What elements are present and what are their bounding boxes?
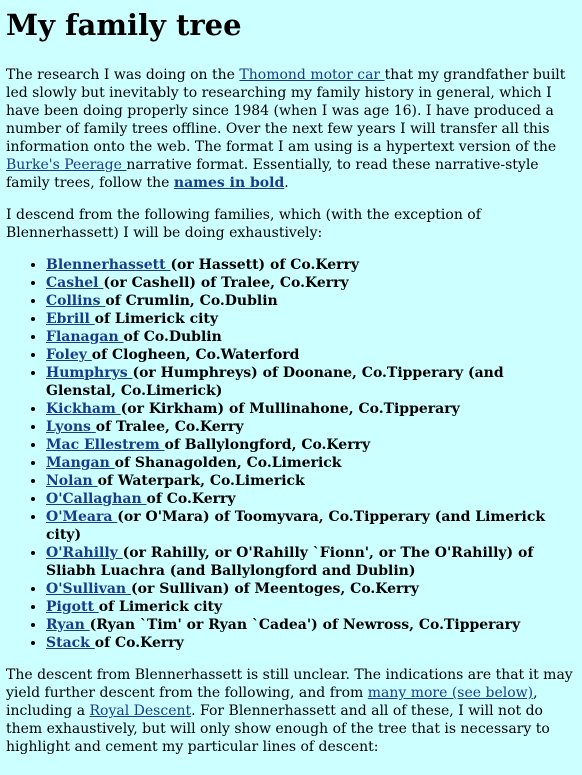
family-link-foley[interactable]: Foley [46,346,92,363]
list-item [46,580,576,598]
list-item [46,454,576,472]
family-link-ebrill[interactable]: Ebrill [46,310,95,327]
list-item [46,508,576,544]
list-item [46,292,576,310]
descent-text-3: . For Blennerhassett and all of these, I will not do them exhaustively, but will only show enough of the tree that is necessary to highlight and cement my particular lines of descent: [6,702,550,755]
family-desc: of Co.Dublin [123,328,222,345]
list-item [46,472,576,490]
family-desc: of Co.Kerry [146,490,236,507]
list-item [46,436,576,454]
intro-paragraph [6,66,576,192]
descent-paragraph [6,666,576,756]
burkes-peerage-link[interactable]: Burke's Peerage [6,156,127,173]
family-desc: of Crumlin, Co.Dublin [105,292,278,309]
family-desc: (or Rahilly, or O'Rahilly `Fionn', or The O'Rahilly) of Sliabh Luachra (and Ballylongford and Dublin) [46,544,534,579]
list-item [46,418,576,436]
list-item [46,490,576,508]
list-item [46,364,576,400]
thomond-motor-car-link[interactable]: Thomond motor car [239,66,385,83]
family-link-nolan[interactable]: Nolan [46,472,98,489]
family-desc: (or Hassett) of Co.Kerry [170,256,360,273]
list-item [46,328,576,346]
list-item [46,256,576,274]
intro-text-4: . [284,174,289,191]
family-desc: of Ballylongford, Co.Kerry [164,436,371,453]
family-desc: of Limerick city [94,310,219,327]
family-link-ryan[interactable]: Ryan [46,616,90,633]
family-desc: of Shanagolden, Co.Limerick [114,454,342,471]
list-item [46,598,576,616]
family-link-kickham[interactable]: Kickham [46,400,121,417]
family-desc: of Tralee, Co.Kerry [95,418,244,435]
families-intro: I descend from the following families, which (with the exception of Blennerhassett) I will be doing exhaustively: [6,206,481,241]
family-desc: (or O'Mara) of Toomyvara, Co.Tipperary (and Limerick city) [46,508,546,543]
list-item [46,310,576,328]
family-desc: (or Humphreys) of Doonane, Co.Tipperary (and Glenstal, Co.Limerick) [46,364,504,399]
family-link-osullivan[interactable]: O'Sullivan [46,580,131,597]
family-link-humphrys[interactable]: Humphrys [46,364,133,381]
family-desc: (Ryan `Tim' or Ryan `Cadea') of Newross, Co.Tipperary [89,616,521,633]
family-link-blennerhassett[interactable]: Blennerhassett [46,256,171,273]
family-link-pigott[interactable]: Pigott [46,598,99,615]
royal-descent-link[interactable]: Royal Descent [89,702,192,719]
family-link-stack[interactable]: Stack [46,634,95,651]
list-item [46,544,576,580]
family-desc: (or Cashell) of Tralee, Co.Kerry [103,274,349,291]
intro-text-2: that my grandfather built led slowly but inevitably to researching my family history in general, which I have been doing properly since 1984 (when I was age 16). I have produced a number of family trees offline. Over the next few years I will transfer all this information onto the web. The format I am using is a hypertext version of the [6,66,566,155]
family-link-flanagan[interactable]: Flanagan [46,328,124,345]
list-item [46,400,576,418]
descent-text-2: , including a [6,684,538,719]
family-list [6,256,576,652]
family-desc: (or Kirkham) of Mullinahone, Co.Tipperary [120,400,460,417]
list-item [46,346,576,364]
many-more-link[interactable]: many more (see below) [367,684,534,701]
list-item [46,634,576,652]
family-desc: of Clogheen, Co.Waterford [91,346,300,363]
intro-text-3: narrative format. Essentially, to read these narrative-style family trees, follow the [6,156,539,191]
intro-text-1: The research I was doing on the [6,66,240,83]
family-link-ocallaghan[interactable]: O'Callaghan [46,490,147,507]
family-link-omeara[interactable]: O'Meara [46,508,118,525]
page-title: My family tree [6,8,242,42]
family-link-mangan[interactable]: Mangan [46,454,115,471]
family-desc: (or Sullivan) of Meentoges, Co.Kerry [130,580,419,597]
descent-text-1: The descent from Blennerhassett is still unclear. The indications are that it may yield further descent from the following, and from [6,666,573,701]
family-link-collins[interactable]: Collins [46,292,106,309]
family-desc: of Co.Kerry [94,634,184,651]
family-link-orahilly[interactable]: O'Rahilly [46,544,123,561]
names-in-bold-link[interactable]: names in bold [173,174,285,191]
list-item [46,274,576,292]
list-item [46,616,576,634]
family-link-mac-ellestrem[interactable]: Mac Ellestrem [46,436,165,453]
family-desc: of Limerick city [98,598,223,615]
family-link-lyons[interactable]: Lyons [46,418,96,435]
family-link-cashel[interactable]: Cashel [46,274,104,291]
family-desc: of Waterpark, Co.Limerick [97,472,305,489]
